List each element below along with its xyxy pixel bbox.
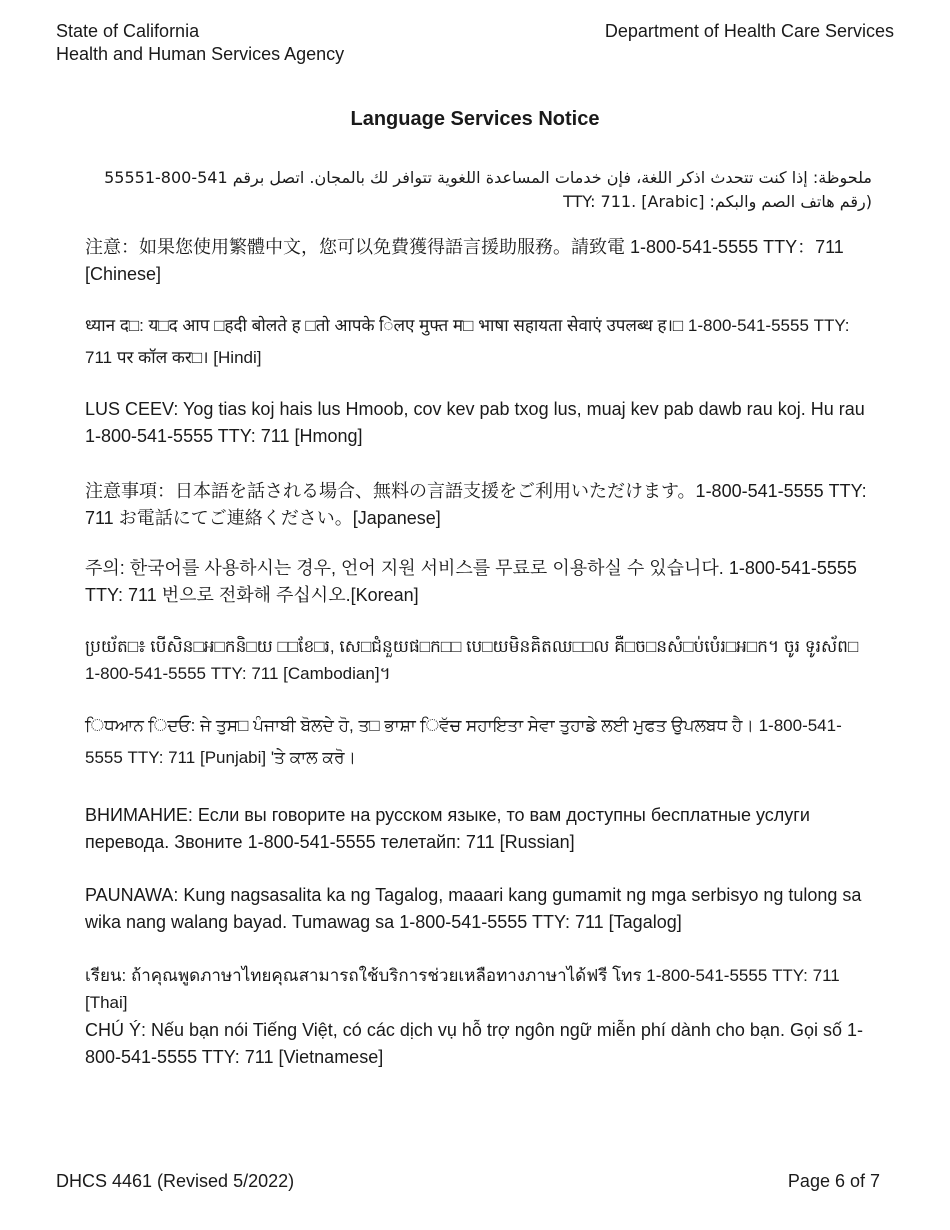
- footer-form-number: DHCS 4461 (Revised 5/2022): [56, 1171, 295, 1191]
- header-department: Department of Health Care Services: [604, 21, 894, 41]
- notice-chinese: 注意：如果您使用繁體中文，您可以免費獲得語言援助服務。請致電 1-800-541-5555 TTY：711 [Chinese]: [85, 237, 844, 284]
- header-agency: [56, 20, 344, 66]
- footer-page-number: Page 6 of 7: [787, 1171, 880, 1191]
- notice-tagalog: PAUNAWA: Kung nagsasalita ka ng Tagalog, maaari kang gumamit ng mga serbisyo ng tulong sa wika nang walang bayad. Tumawag sa 1-800-541-5555 TTY: 711 [Tagalog]: [85, 885, 862, 932]
- notice-thai: เรียน: ถ้าคุณพูดภาษาไทยคุณสามารถใช้บริการช่วยเหลือทางภาษาได้ฟรี โทร 1-800-541-5555 TTY: 711 [Thai]: [85, 966, 840, 1012]
- notice-hmong: LUS CEEV: Yog tias koj hais lus Hmoob, cov kev pab txog lus, muaj kev pab dawb rau koj. Hu rau 1-800-541-5555 TTY: 711 [Hmong]: [85, 399, 865, 446]
- notice-hindi: ध्यान द□: य□द आप □हदी बोलते ह □तो आपके िलए मुफ्त म□ भाषा सहायता सेवाएं उपलब्ध ह।□ 1-800-541-5555 TTY: 711 पर कॉल कर□। [Hindi]: [85, 316, 850, 367]
- notice-korean: 주의: 한국어를 사용하시는 경우, 언어 지원 서비스를 무료로 이용하실 수 있습니다. 1-800-541-5555 TTY: 711 번으로 전화해 주십시오.[Korean]: [85, 558, 857, 605]
- page-title: Language Services Notice: [350, 108, 600, 130]
- header-agency-name: Health and Human Services Agency: [56, 44, 345, 64]
- header-state: State of California: [56, 21, 200, 41]
- notice-russian: ВНИМАНИЕ: Если вы говорите на русском языке, то вам доступны бесплатные услуги перевода. Звоните 1-800-541-5555 телетайп: 711 [Russian]: [85, 805, 810, 852]
- notice-japanese: 注意事項：日本語を話される場合、無料の言語支援をご利用いただけます。1-800-541-5555 TTY: 711 お電話にてご連絡ください。[Japanese]: [85, 481, 867, 528]
- notice-arabic: ملحوظة: إذا كنت تتحدث اذكر اللغة، فإن خدمات المساعدة اللغوية تتوافر لك بالمجان. اتصل برقم 541-800-55551 (رقم هاتف الصم والبكم: TTY: 711. [Arabic]: [104, 168, 872, 211]
- notice-cambodian: ប្រយ័ត□៖ បើសិន□អ□កនិ□យ □□ខែ□រ, សេ□ជំនួយផ□ក□□ បេ□យមិនគិតឈ□□ល គឺ□ច□នសំ□ប់បំេរ□អ□ក។ ចូរ ទូរស័ព□ 1-800-541-5555 TTY: 711 [Cambodian]។: [85, 637, 859, 683]
- notice-punjabi: ਿਧਆਨ ਿਦਓ: ਜੇ ਤੁਸ□ ਪੰਜਾਬੀ ਬੋਲਦੇ ਹੋ, ਤ□ ਭਾਸ਼ਾ ਿਵੱਚ ਸਹਾਇਤਾ ਸੇਵਾ ਤੁਹਾਡੇ ਲਈ ਮੁਫਤ ਉਪਲਬਧ ਹੈ। 1-800-541-5555 TTY: 711 [Punjabi] 'ਤੇ ਕਾਲ ਕਰੋ।: [85, 716, 842, 767]
- notice-vietnamese: CHÚ Ý: Nếu bạn nói Tiếng Việt, có các dịch vụ hỗ trợ ngôn ngữ miễn phí dành cho bạn. Gọi số 1-800-541-5555 TTY: 711 [Vietnamese]: [85, 1020, 863, 1067]
